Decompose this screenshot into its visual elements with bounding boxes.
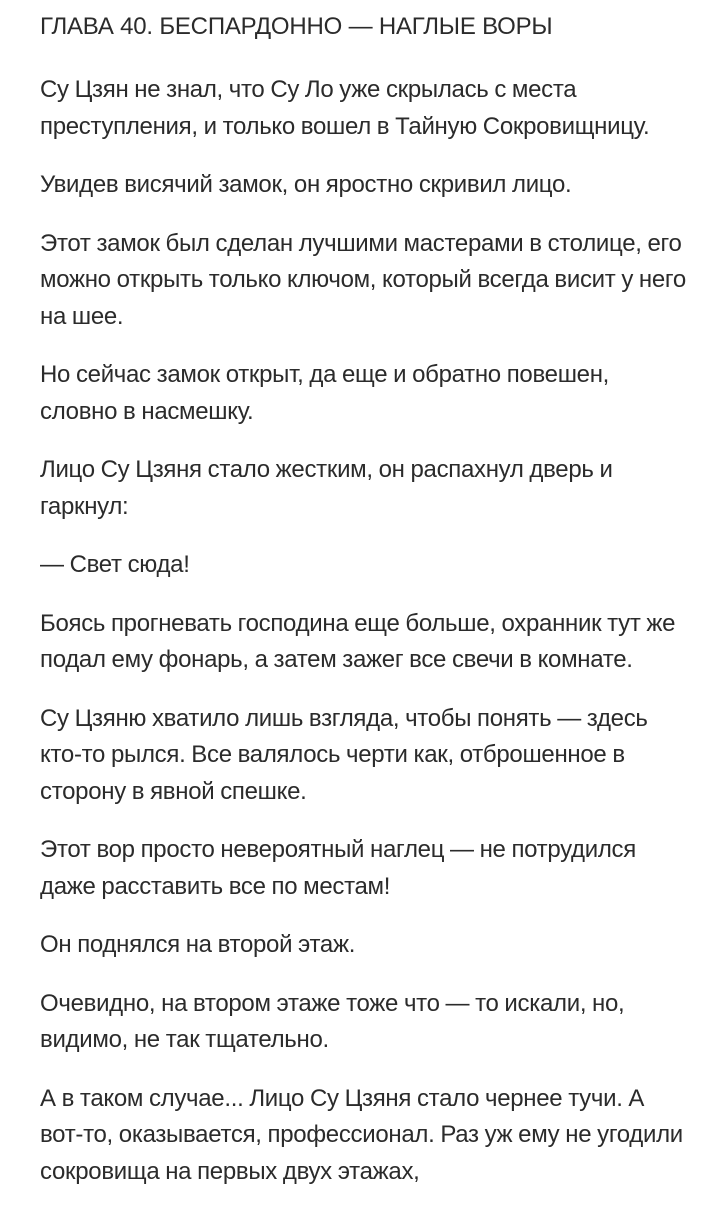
paragraph: Очевидно, на втором этаже тоже что — то искали, но, видимо, не так тщательно. bbox=[40, 989, 625, 1053]
paragraph: — Свет сюда! bbox=[40, 551, 190, 578]
paragraph: Боясь прогневать господина еще больше, охранник тут же подал ему фонарь, а затем зажег все свечи в комнате. bbox=[40, 609, 676, 673]
paragraph: Этот замок был сделан лучшими мастерами в столице, его можно открыть только ключом, который всегда висит у него на шее. bbox=[40, 229, 686, 330]
paragraph: Увидев висячий замок, он яростно скривил лицо. bbox=[40, 171, 572, 198]
chapter-title: ГЛАВА 40. БЕСПАРДОННО — НАГЛЫЕ ВОРЫ bbox=[40, 13, 553, 40]
paragraph: Но сейчас замок открыт, да еще и обратно повешен, словно в насмешку. bbox=[40, 361, 610, 425]
paragraph: Су Цзяню хватило лишь взгляда, чтобы понять — здесь кто-то рылся. Все валялось черти как, отброшенное в сторону в явной спешке. bbox=[40, 704, 648, 805]
paragraph: Этот вор просто невероятный наглец — не потрудился даже расставить все по местам! bbox=[40, 836, 636, 900]
reader-page bbox=[40, 0, 692, 1190]
paragraph: А в таком случае... Лицо Су Цзяня стало чернее тучи. А вот-то, оказывается, профессионал. Раз уж ему не угодили сокровища на первых двух этажах, bbox=[40, 1084, 683, 1185]
paragraph: Лицо Су Цзяня стало жестким, он распахнул дверь и гаркнул: bbox=[40, 456, 613, 520]
paragraph: Су Цзян не знал, что Су Ло уже скрылась с места преступления, и только вошел в Тайную Сокровищницу. bbox=[40, 76, 650, 140]
paragraph: Он поднялся на второй этаж. bbox=[40, 931, 356, 958]
